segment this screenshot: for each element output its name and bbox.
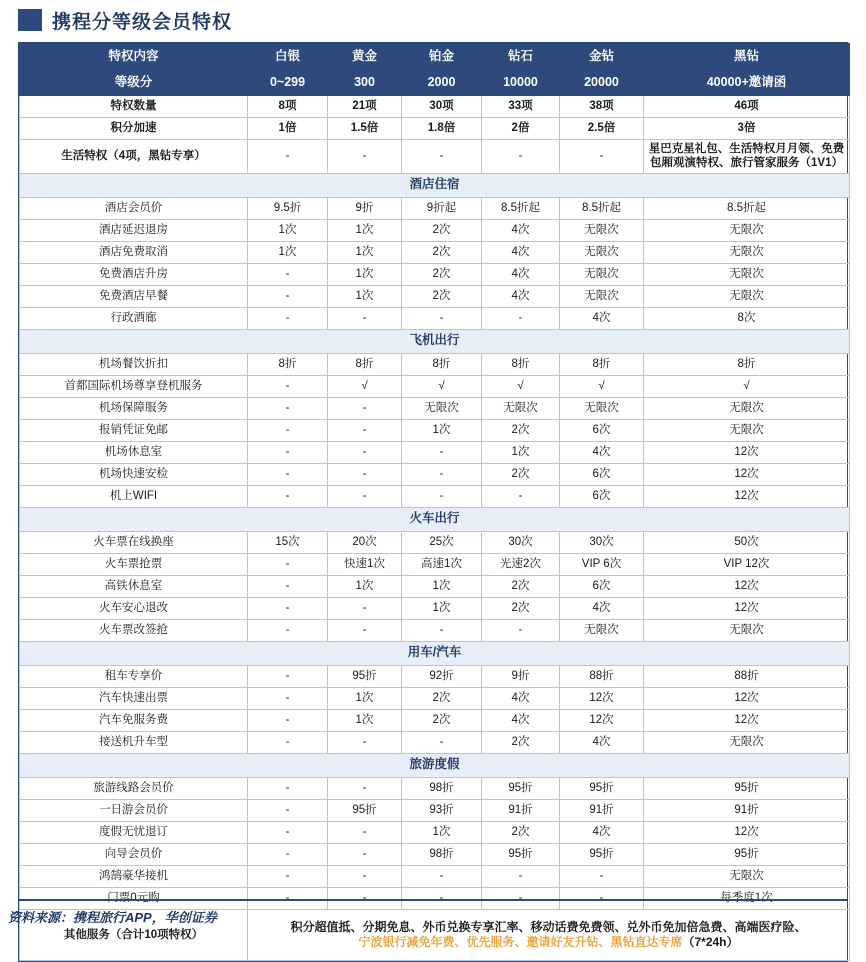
section-header-car [20, 641, 850, 665]
cell: 1次 [328, 219, 402, 241]
cell: - [328, 843, 402, 865]
table-row [20, 441, 850, 463]
cell-points-platinum: 1.8倍 [402, 118, 482, 140]
table-row [20, 865, 850, 887]
cell: 4次 [560, 731, 644, 753]
cell: - [402, 619, 482, 641]
cell: 20次 [328, 531, 402, 553]
cell: 无限次 [560, 397, 644, 419]
cell: - [402, 463, 482, 485]
cell: 2次 [402, 709, 482, 731]
cell: 95折 [328, 665, 402, 687]
cell: 无限次 [644, 731, 850, 753]
cell-count-gold: 21项 [328, 96, 402, 118]
table-header-row [20, 44, 850, 70]
cell: 2次 [402, 241, 482, 263]
table-row [20, 619, 850, 641]
cell-life-diamond: - [482, 140, 560, 174]
row-label-guide-member-price: 向导会员价 [20, 843, 248, 865]
cell: 12次 [644, 463, 850, 485]
cell: 4次 [482, 241, 560, 263]
footer-divider [18, 899, 848, 901]
row-label-ticket-zero-purchase: 门票0元购 [20, 887, 248, 909]
cell: - [482, 307, 560, 329]
cell: 9折起 [402, 197, 482, 219]
cell: - [248, 665, 328, 687]
cell: - [248, 441, 328, 463]
cell: 无限次 [644, 285, 850, 307]
row-label-car-rental-price: 租车专享价 [20, 665, 248, 687]
cell: 2次 [402, 219, 482, 241]
cell: - [328, 731, 402, 753]
cell: 12次 [644, 597, 850, 619]
cell: 1次 [482, 441, 560, 463]
cell: 1次 [402, 419, 482, 441]
cell: 1次 [248, 219, 328, 241]
table-row [20, 575, 850, 597]
cell: 8折 [402, 353, 482, 375]
cell-life-blackdiamond: 星巴克星礼包、生活特权月月领、免费包厢观演特权、旅行管家服务（1V1） [644, 140, 850, 174]
cell: - [328, 419, 402, 441]
cell: 无限次 [482, 397, 560, 419]
cell: - [402, 731, 482, 753]
cell: 25次 [402, 531, 482, 553]
section-title-train: 火车出行 [20, 507, 850, 531]
cell: - [248, 865, 328, 887]
cell: - [328, 865, 402, 887]
cell: 4次 [560, 821, 644, 843]
row-label-train-safe-refund: 火车安心退改 [20, 597, 248, 619]
cell: 4次 [560, 597, 644, 619]
title-bar [0, 0, 866, 40]
cell: 2次 [482, 597, 560, 619]
cell-count-golddiamond: 38项 [560, 96, 644, 118]
cell: - [248, 821, 328, 843]
cell: - [328, 485, 402, 507]
row-label-capital-airport-boarding: 首都国际机场尊享登机服务 [20, 375, 248, 397]
table-row [20, 241, 850, 263]
row-label-hotel-member-price: 酒店会员价 [20, 197, 248, 219]
cell: 15次 [248, 531, 328, 553]
other-services-tail: （7*24h） [682, 934, 739, 949]
cell: 8折 [560, 353, 644, 375]
cell: √ [644, 375, 850, 397]
cell: - [328, 887, 402, 909]
cell-points-silver: 1倍 [248, 118, 328, 140]
table-row [20, 485, 850, 507]
row-label-hotel-free-upgrade: 免费酒店升房 [20, 263, 248, 285]
row-label-hotel-late-checkout: 酒店延迟退房 [20, 219, 248, 241]
cell: - [328, 463, 402, 485]
table-row [20, 709, 850, 731]
row-label-level-score: 等级分 [20, 70, 248, 96]
cell: 1次 [328, 709, 402, 731]
cell: 8折 [328, 353, 402, 375]
cell: 无限次 [644, 619, 850, 641]
cell: 无限次 [644, 865, 850, 887]
cell: 95折 [644, 777, 850, 799]
column-header-6: 黑钻 [644, 44, 850, 70]
cell: 1次 [402, 821, 482, 843]
cell: - [248, 731, 328, 753]
row-label-honghu-luxury-pickup: 鸿鹄豪华接机 [20, 865, 248, 887]
cell: 12次 [644, 485, 850, 507]
other-services-line-2 [250, 935, 847, 950]
section-title-vacation: 旅游度假 [20, 753, 850, 777]
cell: 4次 [482, 285, 560, 307]
cell: 30次 [482, 531, 560, 553]
row-label-airport-guarantee: 机场保障服务 [20, 397, 248, 419]
row-label-airport-dining-discount: 机场餐饮折扣 [20, 353, 248, 375]
table-row [20, 731, 850, 753]
cell: 95折 [560, 843, 644, 865]
cell: 1次 [328, 241, 402, 263]
section-header-flight [20, 329, 850, 353]
cell: 2次 [482, 731, 560, 753]
cell-level-score-diamond: 10000 [482, 70, 560, 96]
cell: 1次 [328, 687, 402, 709]
cell: 88折 [560, 665, 644, 687]
table-row [20, 419, 850, 441]
cell: - [248, 887, 328, 909]
cell: 12次 [644, 709, 850, 731]
section-header-train [20, 507, 850, 531]
cell: 95折 [482, 843, 560, 865]
cell: - [402, 887, 482, 909]
section-title-hotel: 酒店住宿 [20, 173, 850, 197]
page-title: 携程分等级会员特权 [52, 11, 233, 33]
cell-level-score-golddiamond: 20000 [560, 70, 644, 96]
cell: 50次 [644, 531, 850, 553]
cell: 无限次 [560, 263, 644, 285]
cell: - [482, 619, 560, 641]
row-label-train-online-seat-change: 火车票在线换座 [20, 531, 248, 553]
cell-points-golddiamond: 2.5倍 [560, 118, 644, 140]
cell: - [328, 777, 402, 799]
cell: 4次 [482, 219, 560, 241]
cell: √ [560, 375, 644, 397]
cell: 6次 [560, 485, 644, 507]
cell-count-silver: 8项 [248, 96, 328, 118]
row-label-inflight-wifi: 机上WIFI [20, 485, 248, 507]
row-label-other-services: 其他服务（合计10项特权） [20, 909, 248, 960]
table-row [20, 531, 850, 553]
row-label-life-privileges: 生活特权（4项，黑钻专享） [20, 140, 248, 174]
cell: - [248, 709, 328, 731]
row-label-vacation-worryfree-cancel: 度假无忧退订 [20, 821, 248, 843]
cell: 8折 [248, 353, 328, 375]
other-services-highlight: 宁波银行减免年费、优先服务、邀请好友升钻、黑钻直达专席 [358, 934, 683, 949]
cell: 12次 [644, 687, 850, 709]
cell: 88折 [644, 665, 850, 687]
row-label-airport-transfer-upgrade: 接送机升车型 [20, 731, 248, 753]
table-row [20, 197, 850, 219]
cell: - [402, 485, 482, 507]
section-header-vacation [20, 753, 850, 777]
column-header-2: 黄金 [328, 44, 402, 70]
section-header-hotel [20, 173, 850, 197]
table-row [20, 799, 850, 821]
cell: 95折 [560, 777, 644, 799]
cell: - [560, 865, 644, 887]
column-header-0: 特权内容 [20, 44, 248, 70]
cell: 98折 [402, 843, 482, 865]
privileges-table-container [18, 42, 848, 962]
cell: 无限次 [560, 619, 644, 641]
cell: 无限次 [560, 219, 644, 241]
cell: - [248, 419, 328, 441]
row-label-hotel-free-breakfast: 免费酒店早餐 [20, 285, 248, 307]
footer [0, 899, 866, 933]
cell-life-golddiamond: - [560, 140, 644, 174]
cell: - [560, 887, 644, 909]
cell: 2次 [482, 821, 560, 843]
cell: - [328, 821, 402, 843]
cell: 91折 [560, 799, 644, 821]
cell: 12次 [560, 709, 644, 731]
cell-points-diamond: 2倍 [482, 118, 560, 140]
cell: - [482, 887, 560, 909]
cell: - [248, 263, 328, 285]
table-row [20, 597, 850, 619]
cell: 12次 [644, 441, 850, 463]
table-row-life-privileges [20, 140, 850, 174]
table-row [20, 777, 850, 799]
cell: 8.5折起 [482, 197, 560, 219]
row-label-points-acceleration: 积分加速 [20, 118, 248, 140]
column-header-4: 钻石 [482, 44, 560, 70]
cell: 95折 [328, 799, 402, 821]
table-body [20, 44, 850, 961]
cell: 1次 [328, 263, 402, 285]
title-accent-block [18, 9, 42, 31]
cell: 4次 [482, 687, 560, 709]
table-row [20, 821, 850, 843]
cell: 2次 [482, 463, 560, 485]
cell: 2次 [402, 263, 482, 285]
source-note: 资料来源：携程旅行APP，华创证券 [8, 910, 217, 925]
cell: 93折 [402, 799, 482, 821]
section-title-car: 用车/汽车 [20, 641, 850, 665]
column-header-5: 金钻 [560, 44, 644, 70]
cell: 92折 [402, 665, 482, 687]
cell: 98折 [402, 777, 482, 799]
cell: 无限次 [644, 263, 850, 285]
cell: 4次 [482, 709, 560, 731]
cell: 无限次 [560, 285, 644, 307]
cell: √ [402, 375, 482, 397]
column-header-1: 白银 [248, 44, 328, 70]
cell: 4次 [560, 441, 644, 463]
cell: 每季度1次 [644, 887, 850, 909]
cell: - [328, 307, 402, 329]
cell: 快速1次 [328, 553, 402, 575]
cell: 8.5折起 [644, 197, 850, 219]
cell: 1次 [248, 241, 328, 263]
cell: 无限次 [560, 241, 644, 263]
cell-points-gold: 1.5倍 [328, 118, 402, 140]
cell: √ [328, 375, 402, 397]
cell: - [248, 799, 328, 821]
cell: 无限次 [402, 397, 482, 419]
row-label-train-ticket-grab: 火车票抢票 [20, 553, 248, 575]
table-row [20, 353, 850, 375]
cell: 6次 [560, 463, 644, 485]
table-row-points-acceleration [20, 118, 850, 140]
cell: 4次 [482, 263, 560, 285]
cell: 4次 [560, 307, 644, 329]
cell: VIP 12次 [644, 553, 850, 575]
cell: 91折 [482, 799, 560, 821]
cell: - [248, 777, 328, 799]
cell: 9折 [482, 665, 560, 687]
cell: 1次 [328, 575, 402, 597]
cell: 2次 [482, 419, 560, 441]
cell: - [248, 285, 328, 307]
cell: - [248, 619, 328, 641]
cell: - [248, 597, 328, 619]
cell-points-blackdiamond: 3倍 [644, 118, 850, 140]
cell: 30次 [560, 531, 644, 553]
table-row [20, 307, 850, 329]
cell: - [248, 553, 328, 575]
cell: 1次 [328, 285, 402, 307]
table-row [20, 263, 850, 285]
table-row [20, 665, 850, 687]
table-row [20, 219, 850, 241]
table-row [20, 375, 850, 397]
cell: - [328, 397, 402, 419]
row-label-highspeed-rail-lounge: 高铁休息室 [20, 575, 248, 597]
cell-life-platinum: - [402, 140, 482, 174]
cell-count-platinum: 30项 [402, 96, 482, 118]
cell-life-silver: - [248, 140, 328, 174]
row-label-bus-no-service-fee: 汽车免服务费 [20, 709, 248, 731]
cell: 95折 [644, 843, 850, 865]
cell-level-score-silver: 0~299 [248, 70, 328, 96]
row-label-train-rebook-grab: 火车票改签抢 [20, 619, 248, 641]
cell-count-diamond: 33项 [482, 96, 560, 118]
table-row-privilege-count [20, 96, 850, 118]
cell-level-score-gold: 300 [328, 70, 402, 96]
cell: - [248, 575, 328, 597]
cell: 9折 [328, 197, 402, 219]
row-label-airport-lounge: 机场休息室 [20, 441, 248, 463]
cell: √ [482, 375, 560, 397]
row-label-airport-fast-security: 机场快速安检 [20, 463, 248, 485]
table-row-level-score [20, 70, 850, 96]
cell: - [402, 307, 482, 329]
table-row [20, 843, 850, 865]
cell: - [328, 619, 402, 641]
cell: 光速2次 [482, 553, 560, 575]
cell: - [248, 485, 328, 507]
table-row [20, 285, 850, 307]
cell: 1次 [402, 597, 482, 619]
cell: 6次 [560, 419, 644, 441]
cell-level-score-blackdiamond: 40000+邀请函 [644, 70, 850, 96]
privileges-table [19, 43, 850, 961]
row-label-invoice-free-post: 报销凭证免邮 [20, 419, 248, 441]
cell: - [328, 597, 402, 619]
cell: 高速1次 [402, 553, 482, 575]
other-services-line-1: 积分超值抵、分期免息、外币兑换专享汇率、移动话费免费领、兑外币免加倍急费、高端医疗险、 [290, 919, 807, 934]
cell: 无限次 [644, 241, 850, 263]
cell: 8折 [482, 353, 560, 375]
cell: 12次 [644, 821, 850, 843]
cell: - [248, 463, 328, 485]
cell: 8次 [644, 307, 850, 329]
cell: - [248, 397, 328, 419]
cell: 无限次 [644, 419, 850, 441]
cell: 2次 [402, 285, 482, 307]
cell: 8折 [644, 353, 850, 375]
row-label-day-tour-member-price: 一日游会员价 [20, 799, 248, 821]
section-title-flight: 飞机出行 [20, 329, 850, 353]
cell-count-blackdiamond: 46项 [644, 96, 850, 118]
row-label-hotel-free-cancel: 酒店免费取消 [20, 241, 248, 263]
cell: - [328, 441, 402, 463]
cell: 1次 [402, 575, 482, 597]
row-label-privilege-count: 特权数量 [20, 96, 248, 118]
table-row [20, 687, 850, 709]
cell: 95折 [482, 777, 560, 799]
cell: 12次 [644, 575, 850, 597]
cell: 9.5折 [248, 197, 328, 219]
cell: 91折 [644, 799, 850, 821]
row-label-bus-fast-ticket: 汽车快速出票 [20, 687, 248, 709]
cell: 6次 [560, 575, 644, 597]
table-row [20, 397, 850, 419]
cell: 2次 [402, 687, 482, 709]
cell: - [402, 441, 482, 463]
cell-level-score-platinum: 2000 [402, 70, 482, 96]
cell: 12次 [560, 687, 644, 709]
cell: - [482, 485, 560, 507]
row-label-tour-route-member-price: 旅游线路会员价 [20, 777, 248, 799]
cell: - [248, 687, 328, 709]
cell: VIP 6次 [560, 553, 644, 575]
cell-life-gold: - [328, 140, 402, 174]
cell: - [248, 375, 328, 397]
cell: 无限次 [644, 219, 850, 241]
cell: - [248, 843, 328, 865]
column-header-3: 铂金 [402, 44, 482, 70]
cell: 无限次 [644, 397, 850, 419]
cell: 2次 [482, 575, 560, 597]
cell: 8.5折起 [560, 197, 644, 219]
cell: - [248, 307, 328, 329]
row-label-executive-lounge: 行政酒廊 [20, 307, 248, 329]
cell: - [482, 865, 560, 887]
table-row [20, 463, 850, 485]
cell: - [402, 865, 482, 887]
table-row [20, 553, 850, 575]
